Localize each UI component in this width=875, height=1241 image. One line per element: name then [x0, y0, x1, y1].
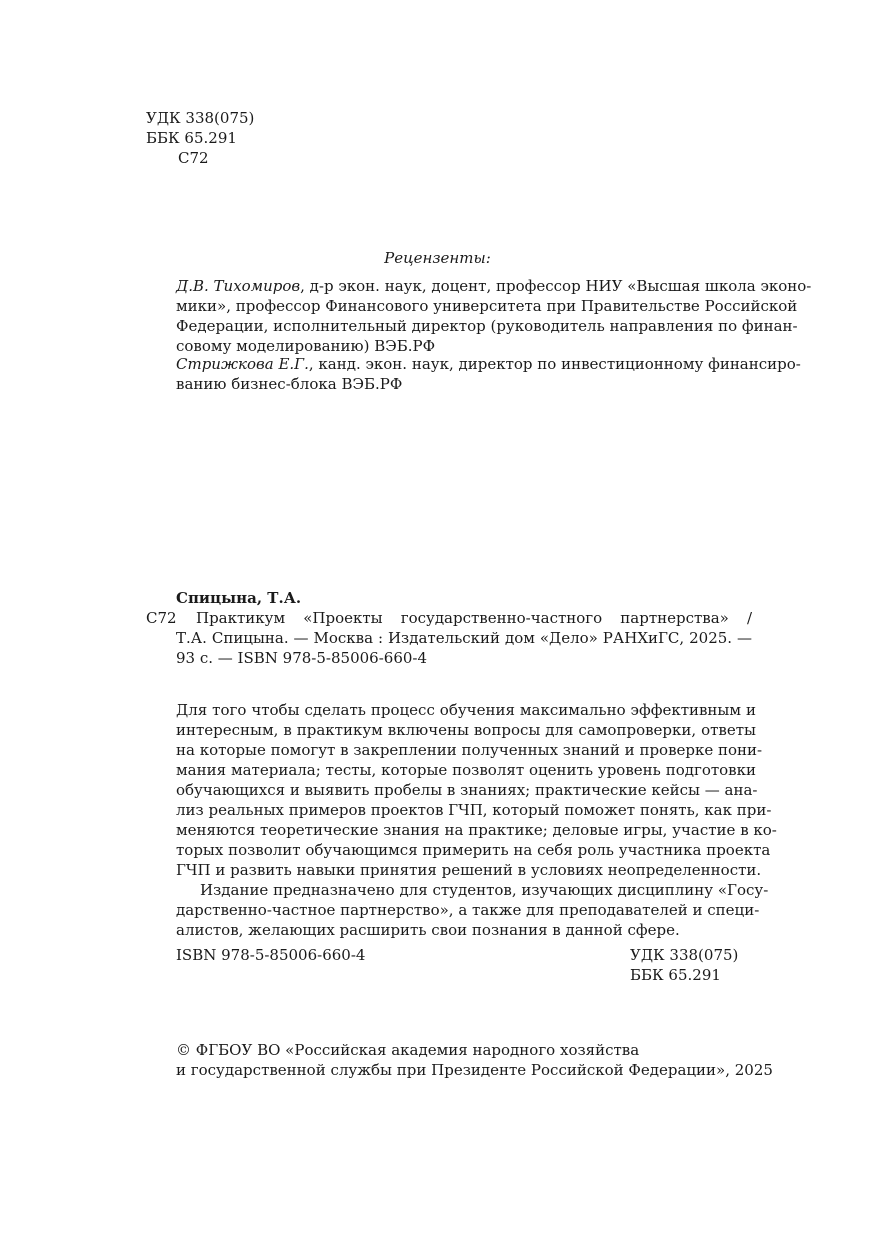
- annotation-line: Издание предназначено для студентов, изучающих дисциплину «Госу-: [200, 881, 769, 899]
- copyright-line-1: © ФГБОУ ВО «Российская академия народного хозяйства: [176, 1041, 640, 1059]
- reviewer-1-line: Федерации, исполнительный директор (руководитель направления по финан-: [176, 317, 798, 335]
- reviewer-1-line: , д-р экон. наук, доцент, профессор НИУ «Высшая школа эконо-: [300, 277, 812, 295]
- reviewer-1: [176, 276, 812, 356]
- reviewer-1-line: мики», профессор Финансового университета при Правительстве Российской: [176, 297, 798, 315]
- annotation-line: ГЧП и развить навыки принятия решений в условиях неопределенности.: [176, 861, 762, 879]
- biblio-line: Т.А. Спицына. — Москва : Издательский дом «Дело» РАНХиГС, 2025. —: [176, 629, 752, 647]
- header-author-mark: С72: [178, 149, 209, 167]
- annotation-paragraph-2: [176, 880, 769, 940]
- reviewer-1-name: Д.В. Тихомиров: [176, 277, 301, 295]
- annotation-line: алистов, желающих расширить свои познания в данной сфере.: [176, 921, 680, 939]
- footer-udk: УДК 338(075): [630, 946, 739, 964]
- annotation-line: торых позволит обучающимся примерить на себя роль участника проекта: [176, 841, 771, 859]
- header-bbk: ББК 65.291: [146, 129, 237, 147]
- annotation-line: лиз реальных примеров проектов ГЧП, который поможет понять, как при-: [176, 801, 772, 819]
- biblio-record: [176, 628, 752, 668]
- biblio-line: 93 с. — ISBN 978-5-85006-660-4: [176, 649, 428, 667]
- annotation-line: обучающихся и выявить пробелы в знаниях; практические кейсы — ана-: [176, 781, 758, 799]
- annotation-line: интересным, в практикум включены вопросы для самопроверки, ответы: [176, 721, 756, 739]
- reviewer-2-line: ванию бизнес-блока ВЭБ.РФ: [176, 375, 403, 393]
- reviewer-2: [176, 354, 801, 394]
- header-udk: УДК 338(075): [146, 109, 255, 127]
- reviewer-1-line: совому моделированию) ВЭБ.РФ: [176, 337, 436, 355]
- reviewer-2-line: , канд. экон. наук, директор по инвестиционному финансиро-: [308, 355, 801, 373]
- biblio-author: Спицына, Т.А.: [176, 589, 302, 607]
- footer-bbk: ББК 65.291: [630, 966, 721, 984]
- annotation-line: мания материала; тесты, которые позволят оценить уровень подготовки: [176, 761, 756, 779]
- annotation-paragraph-1: [176, 700, 777, 880]
- annotation-line: Для того чтобы сделать процесс обучения максимально эффективным и: [176, 701, 756, 719]
- footer-isbn: ISBN 978-5-85006-660-4: [176, 946, 366, 964]
- annotation-line: на которые помогут в закреплении полученных знаний и проверке пони-: [176, 741, 763, 759]
- reviewer-2-name: Стрижкова Е.Г.: [176, 355, 309, 373]
- annotation-line: дарственно-частное партнерство», а также для преподавателей и специ-: [176, 901, 760, 919]
- biblio-title-line-1: Практикум «Проекты государственно-частного партнерства» /: [196, 609, 752, 627]
- reviewers-heading: Рецензенты:: [384, 249, 491, 267]
- annotation-line: меняются теоретические знания на практике; деловые игры, участие в ко-: [176, 821, 777, 839]
- biblio-code: С72: [146, 609, 177, 627]
- copyright-line-2: и государственной службы при Президенте Российской Федерации», 2025: [176, 1061, 773, 1079]
